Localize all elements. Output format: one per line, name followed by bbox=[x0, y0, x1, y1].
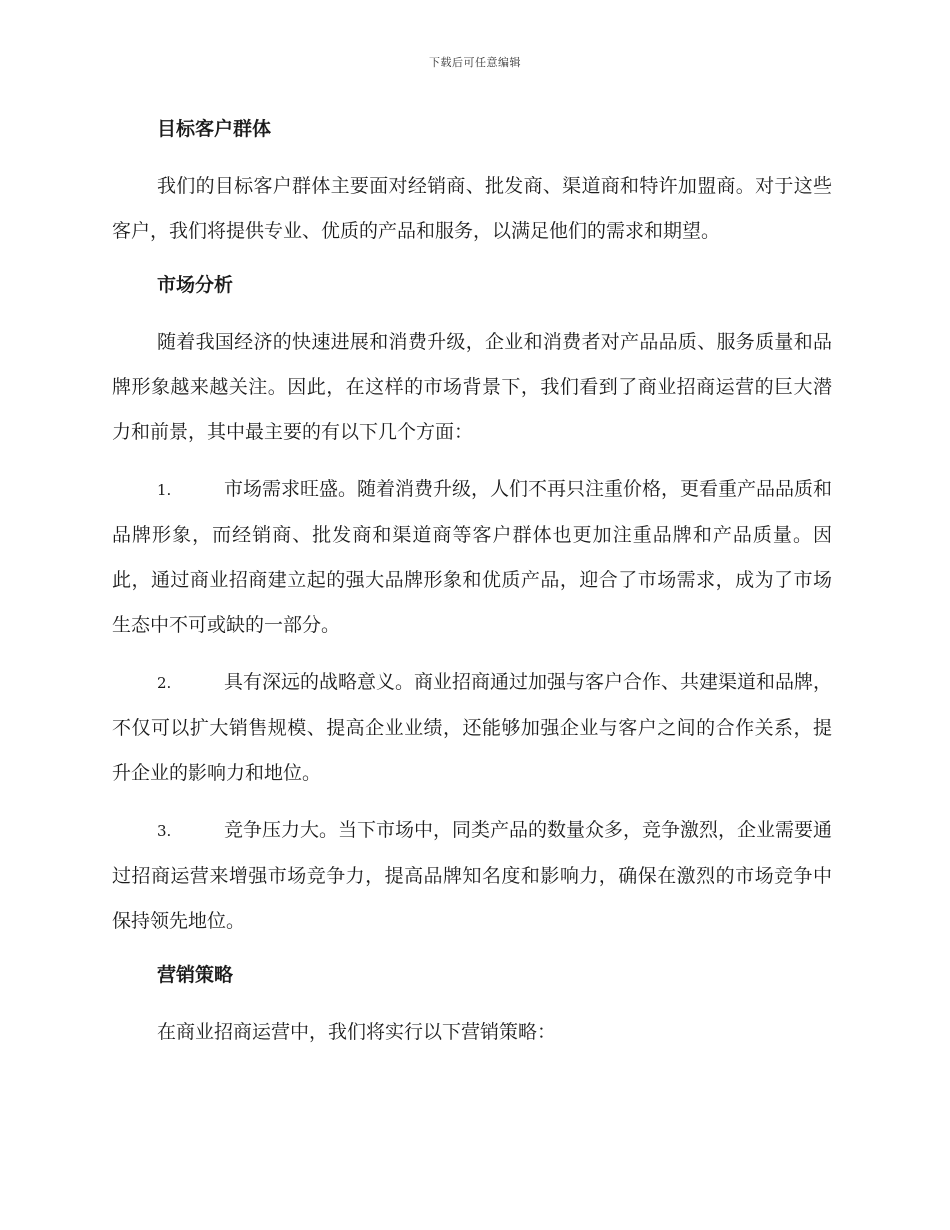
paragraph-market-analysis: 随着我国经济的快速进展和消费升级，企业和消费者对产品品质、服务质量和品牌形象越来越关注。因此，在这样的市场背景下，我们看到了商业招商运营的巨大潜力和前景，其中最主要的有以下几个方面： bbox=[112, 331, 832, 443]
paragraph-target-customers: 我们的目标客户群体主要面对经销商、批发商、渠道商和特许加盟商。对于这些客户，我们将提供专业、优质的产品和服务，以满足他们的需求和期望。 bbox=[112, 175, 832, 242]
list-item-text: 市场需求旺盛。随着消费升级，人们不再只注重价格，更看重产品品质和品牌形象，而经销商、批发商和渠道商等客户群体也更加注重品牌和产品质量。因此，通过商业招商建立起的强大品牌形象和优质产品，迎合了市场需求，成为了市场生态中不可或缺的一部分。 bbox=[112, 478, 833, 636]
page-header-note: 下载后可任意编辑 bbox=[429, 56, 521, 69]
document-body bbox=[112, 110, 832, 1055]
spacer bbox=[112, 796, 832, 808]
list-item bbox=[112, 808, 832, 944]
section-heading-marketing-strategy: 营销策略 bbox=[157, 964, 234, 986]
spacer bbox=[112, 304, 832, 320]
list-item-number: 3. bbox=[157, 822, 172, 840]
section-heading-target-customers: 目标客户群体 bbox=[157, 118, 272, 140]
spacer bbox=[112, 944, 832, 956]
spacer bbox=[112, 648, 832, 660]
list-item-text: 竞争压力大。当下市场中，同类产品的数量众多，竞争激烈，企业需要通过招商运营来增强市场竞争力，提高品牌知名度和影响力，确保在激烈的市场竞争中保持领先地位。 bbox=[112, 819, 833, 932]
spacer bbox=[112, 254, 832, 266]
list-item-number: 1. bbox=[157, 481, 172, 499]
spacer bbox=[112, 994, 832, 1010]
list-item bbox=[112, 660, 832, 796]
section-heading-market-analysis: 市场分析 bbox=[157, 274, 234, 296]
spacer bbox=[112, 455, 832, 467]
spacer bbox=[112, 148, 832, 164]
list-item-number: 2. bbox=[157, 674, 172, 692]
list-item-text: 具有深远的战略意义。商业招商通过加强与客户合作、共建渠道和品牌，不仅可以扩大销售规模、提高企业业绩，还能够加强企业与客户之间的合作关系，提升企业的影响力和地位。 bbox=[112, 671, 833, 784]
paragraph-marketing-strategy: 在商业招商运营中，我们将实行以下营销策略： bbox=[157, 1021, 557, 1043]
list-item bbox=[112, 467, 832, 648]
